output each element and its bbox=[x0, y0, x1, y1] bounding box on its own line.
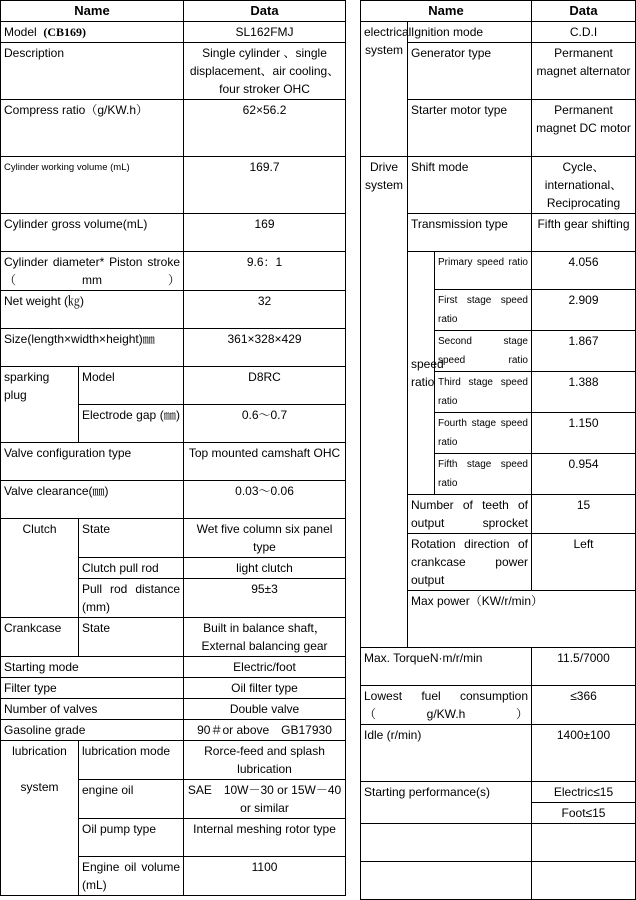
ignition-mode-label: Ignition mode bbox=[408, 22, 532, 43]
net-weight-value: 32 bbox=[184, 291, 346, 329]
fuel-consumption-label: Lowest fuel consumption （g/KW.h） bbox=[361, 686, 532, 725]
engine-oil-volume-label: Engine oil volume (mL) bbox=[79, 857, 184, 896]
starting-mode-label: Starting mode bbox=[1, 657, 184, 678]
ratio-label: Primary speed ratio bbox=[435, 252, 532, 290]
empty-cell bbox=[361, 824, 532, 862]
transmission-type-value: Fifth gear shifting bbox=[532, 214, 636, 252]
starter-motor-type-label: Starter motor type bbox=[408, 100, 532, 157]
name-header-right: Name bbox=[361, 1, 532, 22]
number-of-valves-value: Double valve bbox=[184, 699, 346, 720]
gasoline-grade-label: Gasoline grade bbox=[1, 720, 184, 741]
ratio-label: Fourth stage speed ratio bbox=[435, 413, 532, 454]
empty-cell bbox=[532, 824, 636, 862]
shift-mode-value: Cycle、international、Reciprocating bbox=[532, 157, 636, 214]
max-power-label: Max power（KW/r/min） bbox=[408, 591, 636, 648]
ratio-value: 0.954 bbox=[532, 454, 636, 495]
empty-cell bbox=[532, 862, 636, 900]
model-label: Model (CB169) bbox=[1, 22, 184, 43]
crankcase-state-label: State bbox=[79, 618, 184, 657]
sparking-model-label: Model bbox=[79, 367, 184, 405]
sparking-model-value: D8RC bbox=[184, 367, 346, 405]
description-label: Description bbox=[1, 43, 184, 100]
shift-mode-label: Shift mode bbox=[408, 157, 532, 214]
compress-ratio-value: 62×56.2 bbox=[184, 100, 346, 157]
ratio-label: Third stage speed ratio bbox=[435, 372, 532, 413]
lubrication-mode-value: Rorce-feed and splash lubrication bbox=[184, 741, 346, 780]
empty-cell bbox=[361, 862, 532, 900]
generator-type-value: Permanent magnet alternator bbox=[532, 43, 636, 100]
max-torque-label: Max. TorqueN·m/r/min bbox=[361, 648, 532, 686]
cylinder-gross-volume-label: Cylinder gross volume(mL) bbox=[1, 214, 184, 252]
engine-oil-label: engine oil bbox=[79, 780, 184, 819]
valve-clearance-label: Valve clearance(㎜) bbox=[1, 481, 184, 519]
cylinder-gross-volume-value: 169 bbox=[184, 214, 346, 252]
cylinder-diameter-label: Cylinder diameter* Piston stroke（mm） bbox=[1, 252, 184, 291]
rotation-direction-label: Rotation direction of crankcase power output bbox=[408, 534, 532, 591]
model-value: SL162FMJ bbox=[184, 22, 346, 43]
clutch-label: Clutch bbox=[1, 519, 79, 618]
cylinder-working-volume-label: Cylinder working volume (mL) bbox=[1, 157, 184, 214]
ratio-label: Fifth stage speed ratio bbox=[435, 454, 532, 495]
size-label: Size(length×width×height)㎜ bbox=[1, 329, 184, 367]
ratio-label: Second stage speed ratio bbox=[435, 331, 532, 372]
crankcase-state-value: Built in balance shaft，External balancing gear bbox=[184, 618, 346, 657]
electrical-system-label: electrical system bbox=[361, 22, 408, 157]
starting-performance-value bbox=[532, 782, 636, 824]
pull-rod-distance-label: Pull rod distance (mm) bbox=[79, 579, 184, 618]
ratio-label: First stage speed ratio bbox=[435, 290, 532, 331]
clutch-state-label: State bbox=[79, 519, 184, 558]
gasoline-grade-value: 90＃or above GB17930 bbox=[184, 720, 346, 741]
drive-system-label: Drive system bbox=[361, 157, 408, 648]
net-weight-label: Net weight (㎏) bbox=[1, 291, 184, 329]
starting-electric-value: Electric≤15 bbox=[532, 782, 635, 803]
description-value: Single cylinder 、single displacement、air cooling、four stroker OHC bbox=[184, 43, 346, 100]
cylinder-diameter-value: 9.6：1 bbox=[184, 252, 346, 291]
lubrication-mode-label: lubrication mode bbox=[79, 741, 184, 780]
ratio-value: 2.909 bbox=[532, 290, 636, 331]
starting-performance-label: Starting performance(s) bbox=[361, 782, 532, 824]
ratio-value: 4.056 bbox=[532, 252, 636, 290]
pull-rod-distance-value: 95±3 bbox=[184, 579, 346, 618]
filter-type-label: Filter type bbox=[1, 678, 184, 699]
transmission-type-label: Transmission type bbox=[408, 214, 532, 252]
fuel-consumption-value: ≤366 bbox=[532, 686, 636, 725]
cylinder-working-volume-value: 169.7 bbox=[184, 157, 346, 214]
size-value: 361×328×429 bbox=[184, 329, 346, 367]
starting-foot-value: Foot≤15 bbox=[561, 806, 606, 820]
number-of-valves-label: Number of valves bbox=[1, 699, 184, 720]
clutch-pull-rod-value: light clutch bbox=[184, 558, 346, 579]
speed-ratio-label: speed ratio bbox=[408, 252, 435, 495]
electrode-gap-value: 0.6～0.7 bbox=[184, 405, 346, 443]
engine-oil-volume-value: 1100 bbox=[184, 857, 346, 896]
ratio-value: 1.867 bbox=[532, 331, 636, 372]
filter-type-value: Oil filter type bbox=[184, 678, 346, 699]
starting-mode-value: Electric/foot bbox=[184, 657, 346, 678]
right-spec-table bbox=[360, 0, 636, 900]
data-header-right: Data bbox=[532, 1, 636, 22]
ignition-mode-value: C.D.I bbox=[532, 22, 636, 43]
ratio-value: 1.150 bbox=[532, 413, 636, 454]
valve-config-value: Top mounted camshaft OHC bbox=[184, 443, 346, 481]
crankcase-label: Crankcase bbox=[1, 618, 79, 657]
name-header: Name bbox=[1, 1, 184, 22]
valve-clearance-value: 0.03～0.06 bbox=[184, 481, 346, 519]
sparking-plug-label: sparking plug bbox=[1, 367, 79, 443]
oil-pump-type-value: Internal meshing rotor type bbox=[184, 819, 346, 857]
valve-config-label: Valve configuration type bbox=[1, 443, 184, 481]
idle-label: Idle (r/min) bbox=[361, 725, 532, 782]
lubrication-system-label: lubrication system bbox=[1, 741, 79, 896]
ratio-value: 1.388 bbox=[532, 372, 636, 413]
idle-value: 1400±100 bbox=[532, 725, 636, 782]
sprocket-teeth-label: Number of teeth of output sprocket bbox=[408, 495, 532, 534]
compress-ratio-label: Compress ratio（g/KW.h） bbox=[1, 100, 184, 157]
clutch-state-value: Wet five column six panel type bbox=[184, 519, 346, 558]
clutch-pull-rod-label: Clutch pull rod bbox=[79, 558, 184, 579]
oil-pump-type-label: Oil pump type bbox=[79, 819, 184, 857]
rotation-direction-value: Left bbox=[532, 534, 636, 591]
max-torque-value: 11.5/7000 bbox=[532, 648, 636, 686]
electrode-gap-label: Electrode gap (㎜) bbox=[79, 405, 184, 443]
generator-type-label: Generator type bbox=[408, 43, 532, 100]
sprocket-teeth-value: 15 bbox=[532, 495, 636, 534]
starter-motor-type-value: Permanent magnet DC motor bbox=[532, 100, 636, 157]
data-header: Data bbox=[184, 1, 346, 22]
engine-oil-value: SAE 10W－30 or 15W－40 or similar bbox=[184, 780, 346, 819]
